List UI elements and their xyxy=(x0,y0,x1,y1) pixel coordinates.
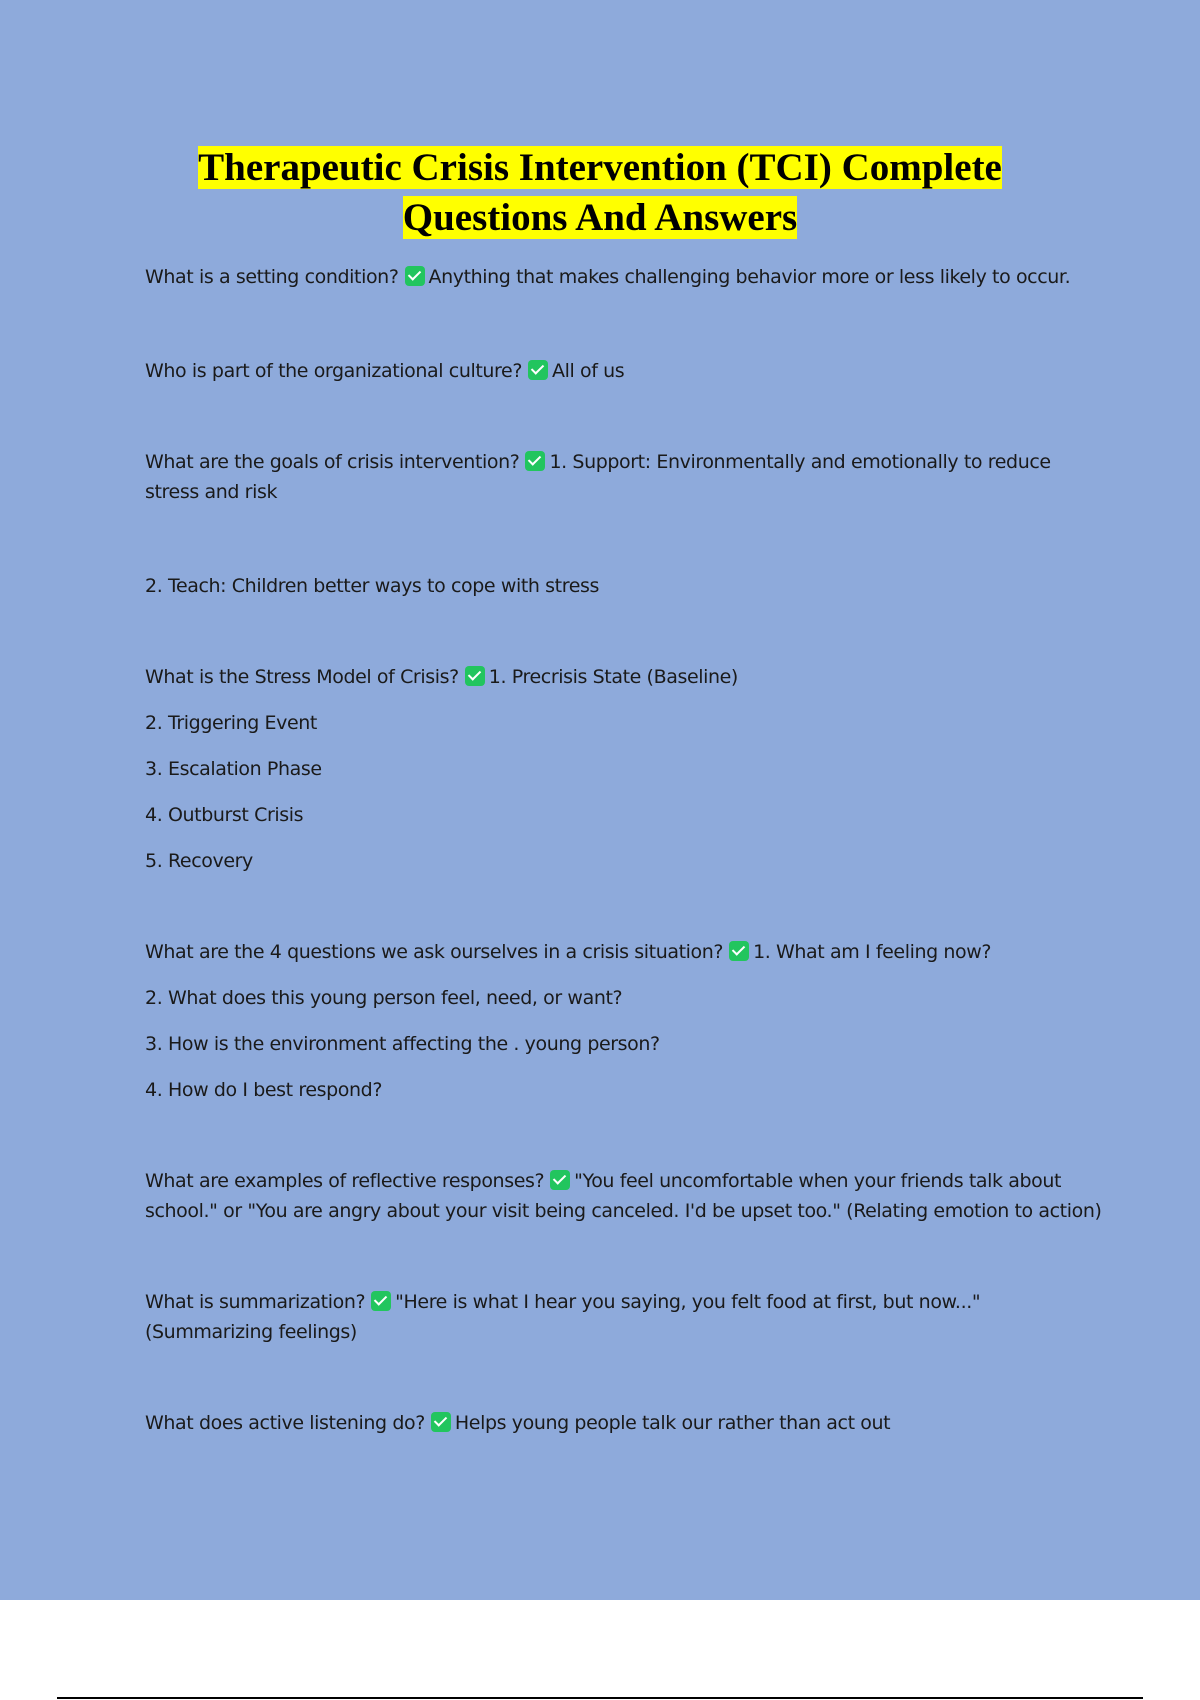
answer-text: "You feel uncomfortable when your friends talk about xyxy=(574,1170,1062,1192)
question-text: What is the Stress Model of Crisis? xyxy=(145,666,459,688)
document-title xyxy=(0,143,1200,243)
qa-entry xyxy=(145,447,1105,507)
question-text: What are examples of reflective responses? xyxy=(145,1170,545,1192)
paragraph-text: 2. Teach: Children better ways to cope with stress xyxy=(145,575,600,597)
answer-continuation: (Summarizing feelings) xyxy=(145,1321,357,1343)
qa-entry xyxy=(145,662,1105,876)
list-item: 4. How do I best respond? xyxy=(145,1079,383,1101)
qa-entry xyxy=(145,1287,1105,1347)
qa-entry xyxy=(145,1408,1105,1438)
question-text: What is summarization? xyxy=(145,1291,366,1313)
title-line-1: Therapeutic Crisis Intervention (TCI) Complete xyxy=(198,146,1002,189)
checkmark-icon xyxy=(465,666,485,686)
list-item: 5. Recovery xyxy=(145,850,253,872)
question-text: What are the 4 questions we ask ourselves in a crisis situation? xyxy=(145,941,724,963)
question-text: What is a setting condition? xyxy=(145,266,399,288)
qa-entry xyxy=(145,1166,1105,1226)
checkmark-icon xyxy=(528,360,548,380)
qa-line xyxy=(145,1287,1105,1317)
qa-line xyxy=(145,447,1105,477)
answer-text: 1. Precrisis State (Baseline) xyxy=(488,666,738,688)
question-text: What are the goals of crisis intervention? xyxy=(145,451,520,473)
answer-text: Helps young people talk our rather than act out xyxy=(454,1412,891,1434)
answer-text: 1. Support: Environmentally and emotionally to reduce xyxy=(549,451,1051,473)
qa-line xyxy=(145,356,1105,386)
qa-entry xyxy=(145,937,1105,1105)
question-text: Who is part of the organizational culture? xyxy=(145,360,523,382)
answer-continuation: stress and risk xyxy=(145,481,278,503)
checkmark-icon xyxy=(405,266,425,286)
checkmark-icon xyxy=(729,941,749,961)
qa-line xyxy=(145,1166,1105,1196)
answer-text: "Here is what I hear you saying, you felt food at first, but now..." xyxy=(395,1291,981,1313)
list-item: 2. Triggering Event xyxy=(145,712,317,734)
qa-line xyxy=(145,1408,1105,1438)
qa-entry xyxy=(145,356,1105,386)
qa-entry xyxy=(145,262,1105,292)
list-item: 3. How is the environment affecting the . young person? xyxy=(145,1033,660,1055)
checkmark-icon xyxy=(371,1291,391,1311)
checkmark-icon xyxy=(431,1412,451,1432)
qa-line xyxy=(145,937,1105,967)
footer-divider xyxy=(57,1697,1143,1699)
question-text: What does active listening do? xyxy=(145,1412,425,1434)
list-item: 4. Outburst Crisis xyxy=(145,804,304,826)
list-item: 2. What does this young person feel, need, or want? xyxy=(145,987,623,1009)
list-item: 3. Escalation Phase xyxy=(145,758,322,780)
checkmark-icon xyxy=(525,451,545,471)
qa-list xyxy=(145,262,1105,1438)
qa-paragraph xyxy=(145,571,1105,601)
answer-text: All of us xyxy=(552,360,625,382)
answer-text: Anything that makes challenging behavior more or less likely to occur. xyxy=(428,266,1071,288)
answer-text: 1. What am I feeling now? xyxy=(753,941,992,963)
answer-continuation: school." or "You are angry about your visit being canceled. I'd be upset too." (Relating emotion to action) xyxy=(145,1200,1102,1222)
checkmark-icon xyxy=(550,1170,570,1190)
qa-line xyxy=(145,262,1105,292)
qa-line xyxy=(145,662,1105,692)
title-line-2: Questions And Answers xyxy=(402,196,798,239)
